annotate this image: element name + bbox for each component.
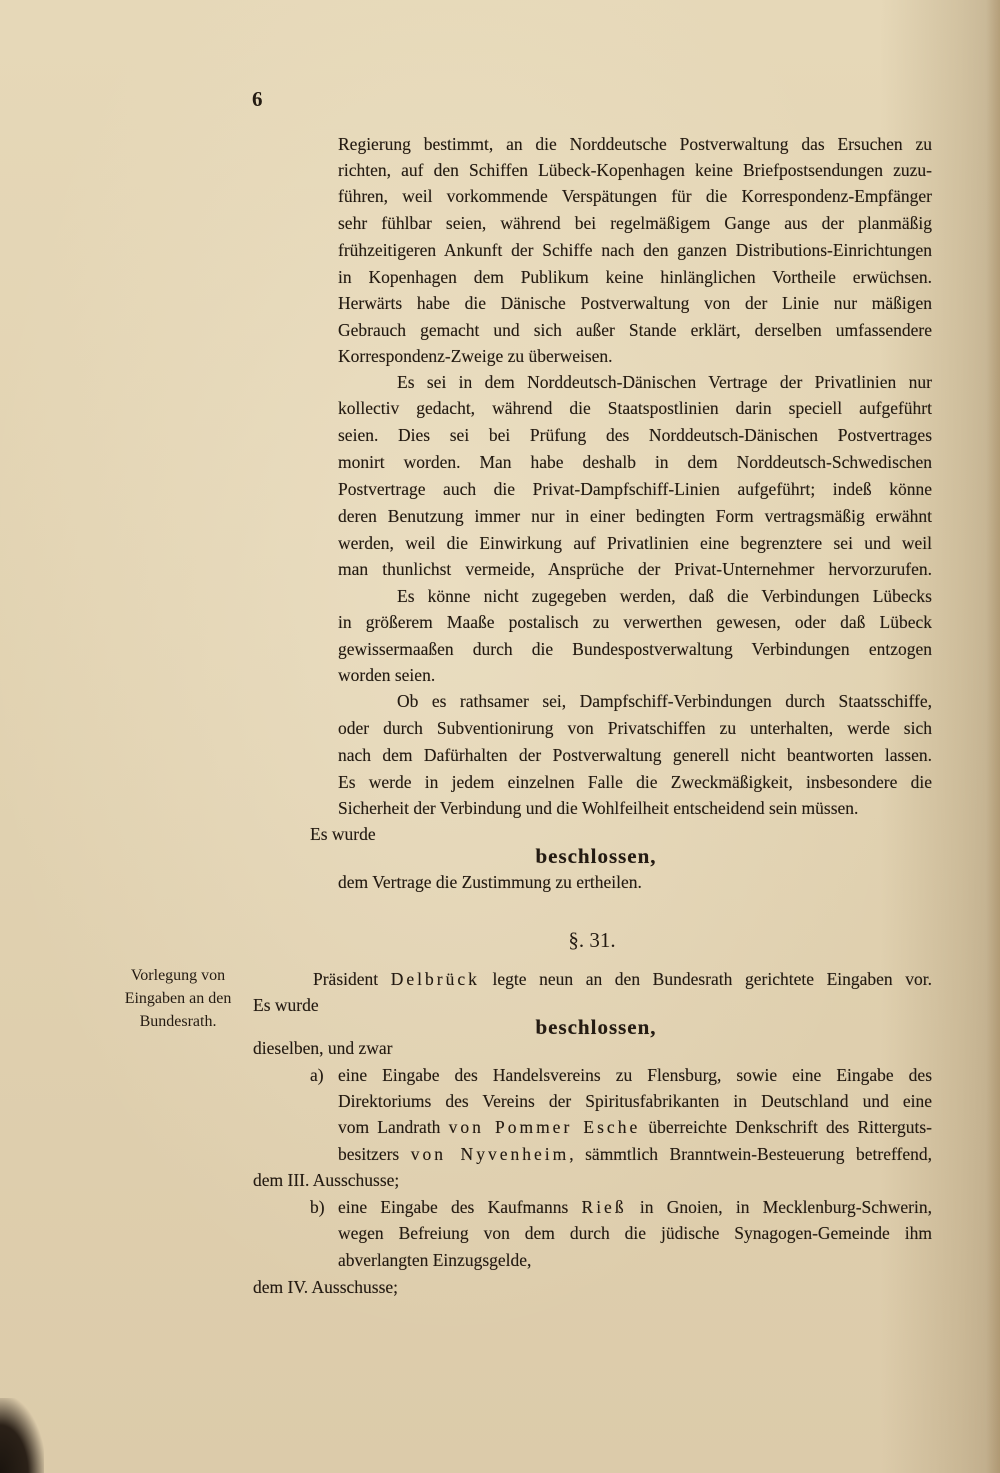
- item-text: vom Landrath: [338, 1117, 449, 1137]
- item-line: [338, 1143, 932, 1165]
- body-line: frühzeitigeren Ankunft der Schiffe nach den ganzen Distributions-Einrichtungen: [338, 240, 932, 260]
- body-line: Sicherheit der Verbindung und die Wohlfeilheit entscheidend sein müssen.: [338, 798, 859, 818]
- item-text: überreichte Denkschrift des Ritterguts-: [640, 1117, 932, 1137]
- body-line: gewissermaaßen durch die Bundespostverwaltung Verbindungen entzogen: [338, 639, 932, 659]
- item-line: [338, 1196, 932, 1218]
- item-text: in Gnoien, in Mecklenburg-Schwerin,: [626, 1197, 933, 1217]
- body-line: nach dem Dafürhalten der Postverwaltung generell nicht beantworten lassen.: [338, 745, 932, 765]
- body-line: Postvertrage auch die Privat-Dampfschiff-Linien aufgeführt; indeß könne: [338, 479, 932, 499]
- body-line: seien. Dies sei bei Prüfung des Norddeutsch-Dänischen Postvertrages: [338, 425, 932, 445]
- body-line: in größerem Maaße postalisch zu verwerthen gewesen, oder daß Lübeck: [338, 612, 932, 632]
- body-line: Herwärts habe die Dänische Postverwaltung von der Linie nur mäßigen: [338, 293, 932, 313]
- body-line: deren Benutzung immer nur in einer bedingten Form vertragsmäßig erwähnt: [338, 506, 932, 526]
- body-line: man thunlichst vermeide, Ansprüche der Privat-Unternehmer hervorzurufen.: [338, 559, 932, 579]
- resolution-text: dem Vertrage die Zustimmung zu ertheilen.: [338, 872, 642, 892]
- item-text: eine Eingabe des Kaufmanns: [338, 1197, 582, 1217]
- body-line: Es könne nicht zugegeben werden, daß die Verbindungen Lübecks: [397, 586, 932, 606]
- body-line: werden, weil die Einwirkung auf Privatlinien eine begrenztere sei und weil: [338, 533, 932, 553]
- body-line: richten, auf den Schiffen Lübeck-Kopenhagen keine Briefpostsendungen zuzu-: [338, 160, 932, 180]
- body-line: Gebrauch gemacht und sich außer Stande erklärt, derselben umfassendere: [338, 320, 932, 340]
- resolution-intro: Es wurde: [253, 995, 319, 1015]
- resolution-keyword: beschlossen,: [535, 844, 657, 868]
- resolution-lead: dieselben, und zwar: [253, 1038, 393, 1058]
- body-line: oder durch Subventionirung von Privatschiffen zu unterhalten, werde sich: [338, 718, 932, 738]
- margin-note-line: Eingaben an den: [124, 990, 232, 1007]
- item-marker: b): [310, 1197, 325, 1217]
- item-line: [338, 1116, 932, 1138]
- item-referral: dem IV. Ausschusse;: [253, 1277, 399, 1297]
- item-referral: dem III. Ausschusse;: [253, 1170, 400, 1190]
- body-line: führen, weil vorkommende Verspätungen für die Korrespondenz-Empfänger: [338, 186, 932, 206]
- statement-text: legte neun an den Bundesrath gerichtete Eingaben vor.: [479, 969, 932, 989]
- spaced-name: von Nyvenheim: [410, 1144, 570, 1164]
- statement-text: Präsident: [313, 969, 391, 989]
- item-text: , sämmtlich Branntwein-Besteuerung betreffend,: [569, 1144, 932, 1164]
- page-corner-damage: [0, 1398, 44, 1473]
- item-line: wegen Befreiung von dem durch die jüdische Synagogen-Gemeinde ihm: [338, 1223, 932, 1243]
- margin-note-line: Bundesrath.: [139, 1013, 217, 1030]
- body-line: Es sei in dem Norddeutsch-Dänischen Vertrage der Privatlinien nur: [397, 372, 932, 392]
- body-line: in Kopenhagen dem Publikum keine hinlänglichen Vortheile erwüchsen.: [338, 267, 932, 287]
- spaced-name: von Pommer Esche: [448, 1117, 641, 1137]
- item-line: abverlangten Einzugsgelde,: [338, 1250, 532, 1270]
- statement-line: [313, 968, 932, 990]
- body-line: Ob es rathsamer sei, Dampfschiff-Verbindungen durch Staatsschiffe,: [397, 691, 932, 711]
- page-number: 6: [252, 87, 263, 111]
- item-line: eine Eingabe des Handelsvereins zu Flensburg, sowie eine Eingabe des: [338, 1065, 932, 1085]
- body-line: kollectiv gedacht, während die Staatspostlinien darin speciell aufgeführt: [338, 398, 932, 418]
- resolution-keyword: beschlossen,: [535, 1015, 657, 1039]
- body-line: Regierung bestimmt, an die Norddeutsche Postverwaltung das Ersuchen zu: [338, 134, 932, 154]
- spaced-name: Rieß: [581, 1197, 627, 1217]
- margin-note: [100, 964, 256, 1033]
- body-line: Es werde in jedem einzelnen Falle die Zweckmäßigkeit, insbesondere die: [338, 772, 932, 792]
- item-text: besitzers: [338, 1144, 411, 1164]
- item-line: Direktoriums des Vereins der Spiritusfabrikanten in Deutschland und eine: [338, 1091, 932, 1111]
- resolution-intro: Es wurde: [310, 824, 376, 844]
- body-line: sehr fühlbar seien, während bei regelmäßigem Gange aus der planmäßig: [338, 213, 932, 233]
- body-line: Korrespondenz-Zweige zu überweisen.: [338, 346, 613, 366]
- page-edge-shading: [986, 0, 1000, 1473]
- body-line: monirt worden. Man habe deshalb in dem Norddeutsch-Schwedischen: [338, 452, 932, 472]
- item-marker: a): [310, 1065, 324, 1085]
- margin-note-line: Vorlegung von: [130, 967, 226, 984]
- body-line: worden seien.: [338, 665, 436, 685]
- section-heading: §. 31.: [568, 928, 616, 952]
- spaced-name: Delbrück: [390, 969, 480, 989]
